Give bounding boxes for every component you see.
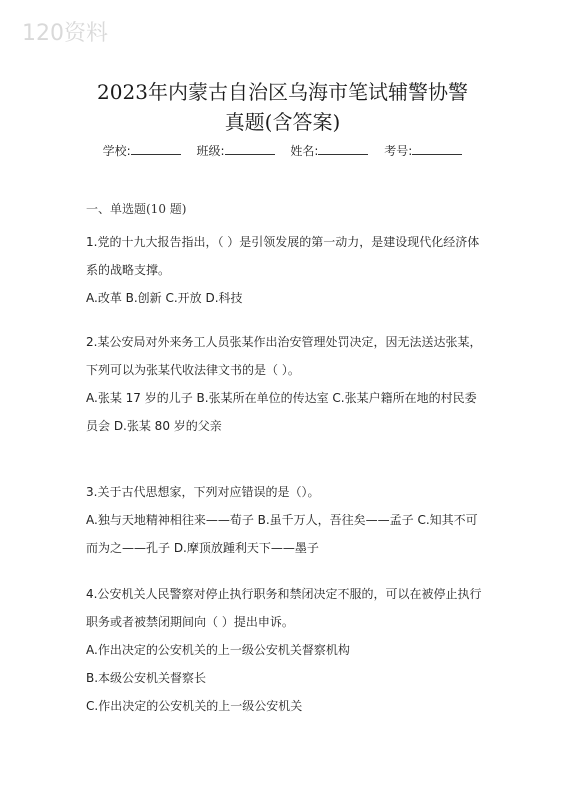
question-options: A.张某 17 岁的儿子 B.张某所在单位的传达室 C.张某户籍所在地的村民委员会 D.张某 80 岁的父亲 [86, 391, 477, 433]
document-title-line2: 真题(含答案) [224, 110, 341, 134]
question-3 [86, 478, 486, 562]
question-2 [86, 328, 486, 440]
question-options: A.独与天地精神相往来——荀子 B.虽千万人，吾往矣——孟子 C.知其不可而为之——孔子 D.摩顶放踵利天下——墨子 [86, 513, 478, 555]
name-label: 姓名: [290, 144, 319, 158]
class-label: 班级: [196, 144, 225, 158]
class-blank [225, 144, 275, 155]
question-stem: 1.党的十九大报告指出，（ ）是引领发展的第一动力，是建设现代化经济体系的战略支撑。 [86, 235, 480, 277]
number-blank [412, 144, 462, 155]
question-stem: 2.某公安局对外来务工人员张某作出治安管理处罚决定，因无法送达张某，下列可以为张某代收法律文书的是（ ）。 [86, 335, 482, 377]
question-1 [86, 228, 486, 312]
question-option-a: A.作出决定的公安机关的上一级公安机关督察机构 [86, 643, 350, 657]
question-option-c: C.作出决定的公安机关的上一级公安机关 [86, 699, 303, 713]
school-label: 学校: [102, 144, 131, 158]
school-blank [131, 144, 181, 155]
name-field [290, 144, 368, 158]
student-info-line [0, 142, 565, 159]
number-field [384, 144, 462, 158]
watermark: 120资料 [22, 21, 108, 46]
document-title-line1: 2023年内蒙古自治区乌海市笔试辅警协警 [97, 80, 468, 104]
question-4 [86, 580, 486, 720]
name-blank [318, 144, 368, 155]
class-field [197, 144, 275, 158]
question-stem: 4.公安机关人民警察对停止执行职务和禁闭决定不服的，可以在被停止执行职务或者被禁闭期间向（ ）提出申诉。 [86, 587, 482, 629]
question-option-b: B.本级公安机关督察长 [86, 671, 207, 685]
school-field [103, 144, 181, 158]
number-label: 考号: [384, 144, 413, 158]
question-options: A.改革 B.创新 C.开放 D.科技 [86, 291, 243, 305]
section-heading: 一、单选题(10 题) [86, 202, 187, 216]
question-stem: 3.关于古代思想家，下列对应错误的是（）。 [86, 485, 320, 499]
